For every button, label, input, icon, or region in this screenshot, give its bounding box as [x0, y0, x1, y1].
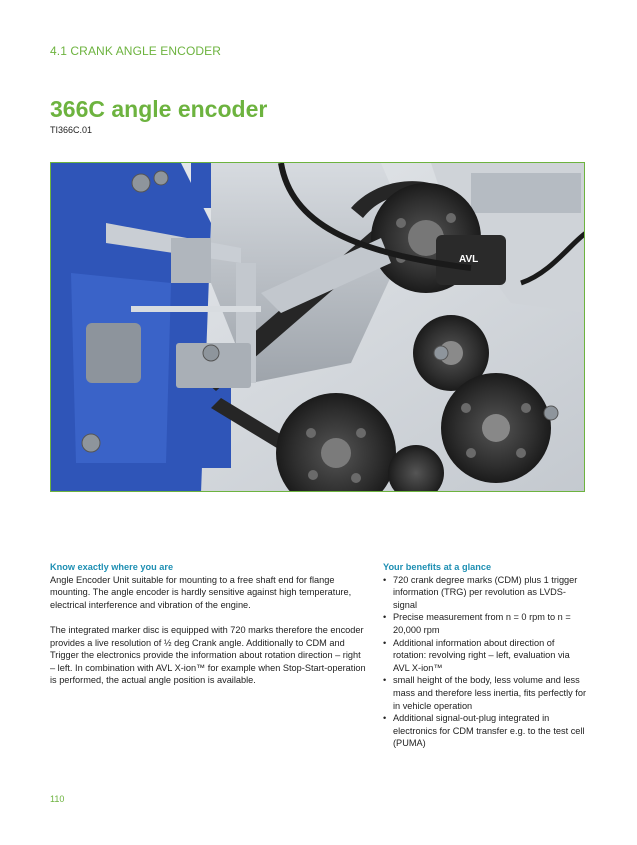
section-heading: 4.1 CRANK ANGLE ENCODER [50, 44, 222, 58]
paragraph: Angle Encoder Unit suitable for mounting to a free shaft end for flange mounting. The angle encoder is hardly sensitive against high temperature, electrical interference and vibration of the engine. [50, 574, 352, 610]
right-heading: Your benefits at a glance [383, 562, 492, 572]
product-photo [50, 162, 585, 492]
list-item: • Precise measurement from n = 0 rpm to n = 20,000 rpm [383, 611, 588, 636]
avl-logo: AVL [459, 254, 479, 265]
page-title: 366C angle encoder [50, 96, 268, 122]
left-column [50, 561, 368, 700]
list-item: • 720 crank degree marks (CDM) plus 1 trigger information (TRG) per revolution as LVDS-signal [383, 574, 588, 612]
list-item: • Additional information about direction of rotation: revolving right – left, evaluation via AVL X-ion™ [383, 637, 588, 675]
right-column [383, 561, 588, 750]
paragraph: The integrated marker disc is equipped with 720 marks therefore the encoder provides a live resolution of ½ deg Crank angle. Additionally to CDM and Trigger the electronics provide the information about rotation direction – right – left. In combination with AVL X-ion™ for example when Stop-Start-operation is performed, the actual angle position is available. [50, 624, 366, 686]
left-heading: Know exactly where you are [50, 562, 174, 572]
product-code: TI366C.01 [50, 125, 93, 135]
list-item: • small height of the body, less volume and less mass and therefore less inertia, fits perfectly for in vehicle operation [383, 674, 588, 712]
list-item: • Additional signal-out-plug integrated in electronics for CDM transfer e.g. to the test cell (PUMA) [383, 712, 588, 750]
benefits-list [383, 574, 588, 750]
page-number: 110 [50, 794, 65, 804]
